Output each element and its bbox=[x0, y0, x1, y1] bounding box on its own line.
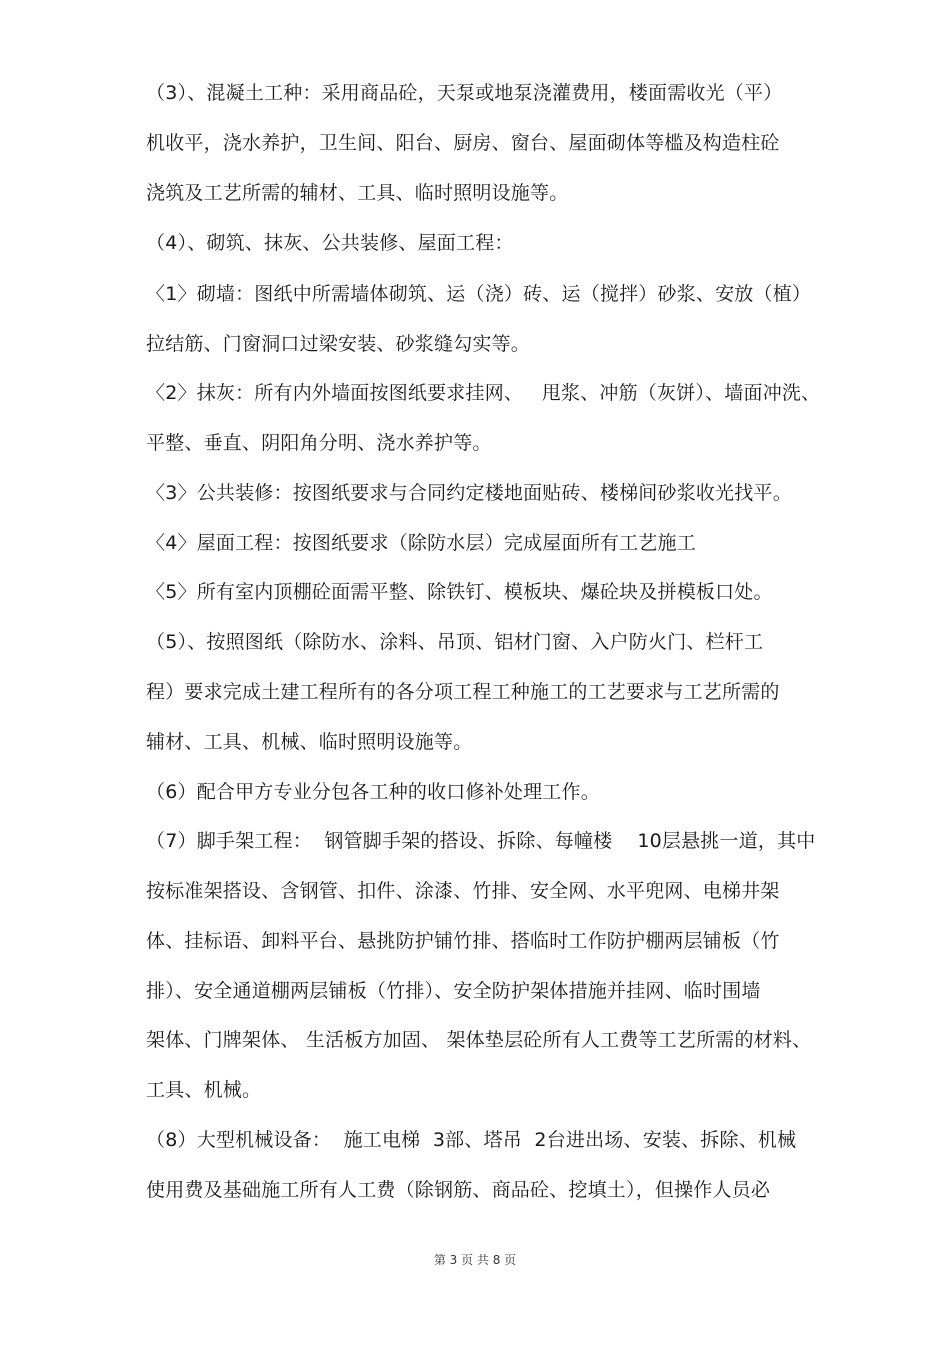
page-number-footer: 第 3 页 共 8 页 bbox=[433, 1253, 517, 1267]
text-line: （5）、按照图纸（除防水、涂料、吊顶、铝材门窗、入户防火门、栏杆工 bbox=[146, 631, 764, 653]
text-line: （8）大型机械设备： 施工电梯 3部、塔吊 2台进出场、安装、拆除、机械 bbox=[146, 1129, 797, 1151]
text-line: （7）脚手架工程： 钢管脚手架的搭设、拆除、每幢楼 10层悬挑一道，其中 bbox=[146, 830, 816, 852]
text-line: 程）要求完成土建工程所有的各分项工程工种施工的工艺要求与工艺所需的 bbox=[146, 681, 780, 703]
text-line: 平整、垂直、阴阳角分明、浇水养护等。 bbox=[146, 432, 492, 454]
text-line: 使用费及基础施工所有人工费（除钢筋、商品砼、挖填土），但操作人员必 bbox=[146, 1179, 771, 1201]
text-line: 〈3〉公共装修：按图纸要求与合同约定楼地面贴砖、楼梯间砂浆收光找平。 bbox=[146, 482, 792, 504]
text-line: 〈2〉抹灰：所有内外墙面按图纸要求挂网、 甩浆、冲筋（灰饼）、墙面冲洗、 bbox=[146, 382, 821, 404]
text-line: 辅材、工具、机械、临时照明设施等。 bbox=[146, 731, 473, 753]
text-line: （4）、砌筑、抹灰、公共装修、屋面工程： bbox=[146, 232, 514, 254]
text-line: 〈4〉屋面工程：按图纸要求（除防水层）完成屋面所有工艺施工 bbox=[146, 532, 696, 554]
text-line: 〈1〉砌墙：图纸中所需墙体砌筑、运（浇）砖、运（搅拌）砂浆、安放（植） bbox=[146, 283, 812, 305]
text-line: 体、挂标语、卸料平台、悬挑防护铺竹排、搭临时工作防护棚两层铺板（竹 bbox=[146, 930, 780, 952]
text-line: 〈5〉所有室内顶棚砼面需平整、除铁钉、模板块、爆砼块及拼模板口处。 bbox=[146, 581, 773, 603]
text-line: 拉结筋、门窗洞口过梁安装、砂浆缝勾实等。 bbox=[146, 333, 531, 355]
text-line: 架体、门牌架体、 生活板方加固、 架体垫层砼所有人工费等工艺所需的材料、 bbox=[146, 1029, 812, 1051]
text-line: 排）、安全通道棚两层铺板（竹排）、安全防护架体措施并挂网、临时围墙 bbox=[146, 980, 761, 1002]
text-line: 工具、机械。 bbox=[146, 1079, 262, 1101]
text-line: 浇筑及工艺所需的辅材、工具、临时照明设施等。 bbox=[146, 182, 569, 204]
text-line: 机收平，浇水养护，卫生间、阳台、厨房、窗台、屋面砌体等槛及构造柱砼 bbox=[146, 132, 780, 154]
text-line: （3）、混凝土工种：采用商品砼，天泵或地泵浇灌费用，楼面需收光（平） bbox=[146, 82, 783, 104]
text-line: 按标准架搭设、含钢管、扣件、涂漆、竹排、安全网、水平兜网、电梯井架 bbox=[146, 880, 780, 902]
text-line: （6）配合甲方专业分包各工种的收口修补处理工作。 bbox=[146, 781, 600, 803]
